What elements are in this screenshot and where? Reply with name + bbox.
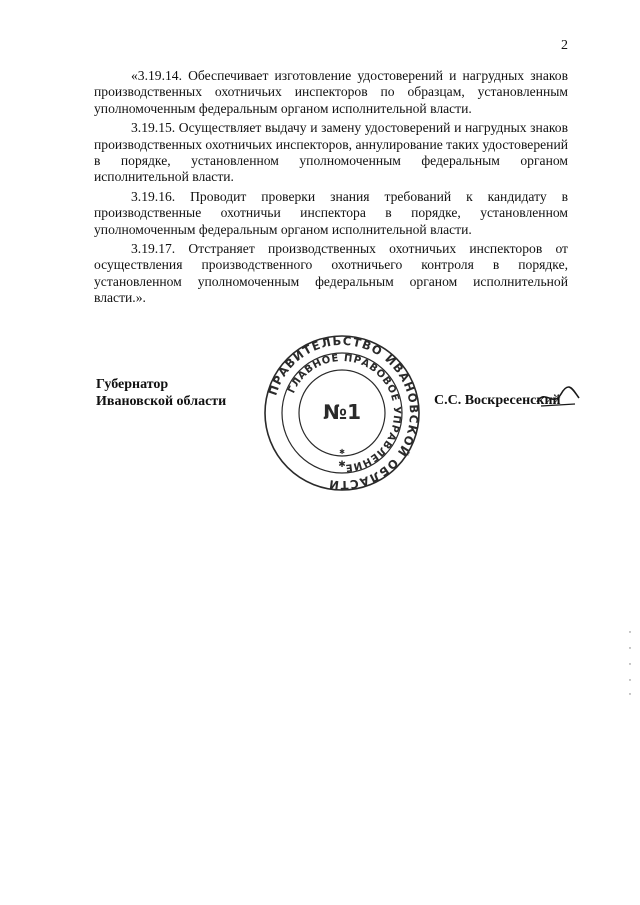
seal-center-text: №1: [323, 400, 361, 424]
paragraph-3-19-15: 3.19.15. Осуществляет выдачу и замену удостоверений и нагрудных знаков производственных охотничьих инспекторов, аннулирование таких удостоверений в порядке, установленном уполномоченным федеральным органом исполнительной власти.: [94, 120, 568, 185]
seal-graphic: [262, 333, 422, 493]
official-seal: [262, 333, 422, 493]
scan-artifact-dots: [628, 628, 632, 698]
paragraph-3-19-17: 3.19.17. Отстраняет производственных охотничьих инспекторов от осуществления производственного охотничьего контроля в порядке, установленном уполномоченным федеральным органом исполнительной власти.».: [94, 241, 568, 306]
paragraph-3-19-16: 3.19.16. Проводит проверки знания требований к кандидату в производственные охотничьи инспектора в порядке, установленном уполномоченным федеральным органом исполнительной власти.: [94, 188, 568, 237]
seal-outer-text: ПРАВИТЕЛЬСТВО ИВАНОВСКОЙ ОБЛАСТИ: [265, 333, 422, 493]
document-body: [94, 68, 568, 310]
page-number: 2: [561, 38, 568, 53]
seal-star-icon: ✱: [338, 460, 346, 470]
signature-title-line2: Ивановской области: [96, 394, 227, 409]
signatory-name: С.С. Воскресенский: [434, 393, 561, 408]
handwritten-signature-icon: [535, 384, 581, 412]
signature-title-line1: Губернатор: [96, 377, 169, 392]
signature-title: [96, 376, 226, 410]
seal-star-icon-inner: ✱: [339, 448, 345, 456]
seal-inner-text: ГЛАВНОЕ ПРАВОВОЕ УПРАВЛЕНИЕ: [286, 352, 403, 474]
paragraph-3-19-14: «3.19.14. Обеспечивает изготовление удостоверений и нагрудных знаков производственных охотничьих инспекторов по образцам, установленным уполномоченным федеральным органом исполнительной власти.: [94, 68, 568, 116]
